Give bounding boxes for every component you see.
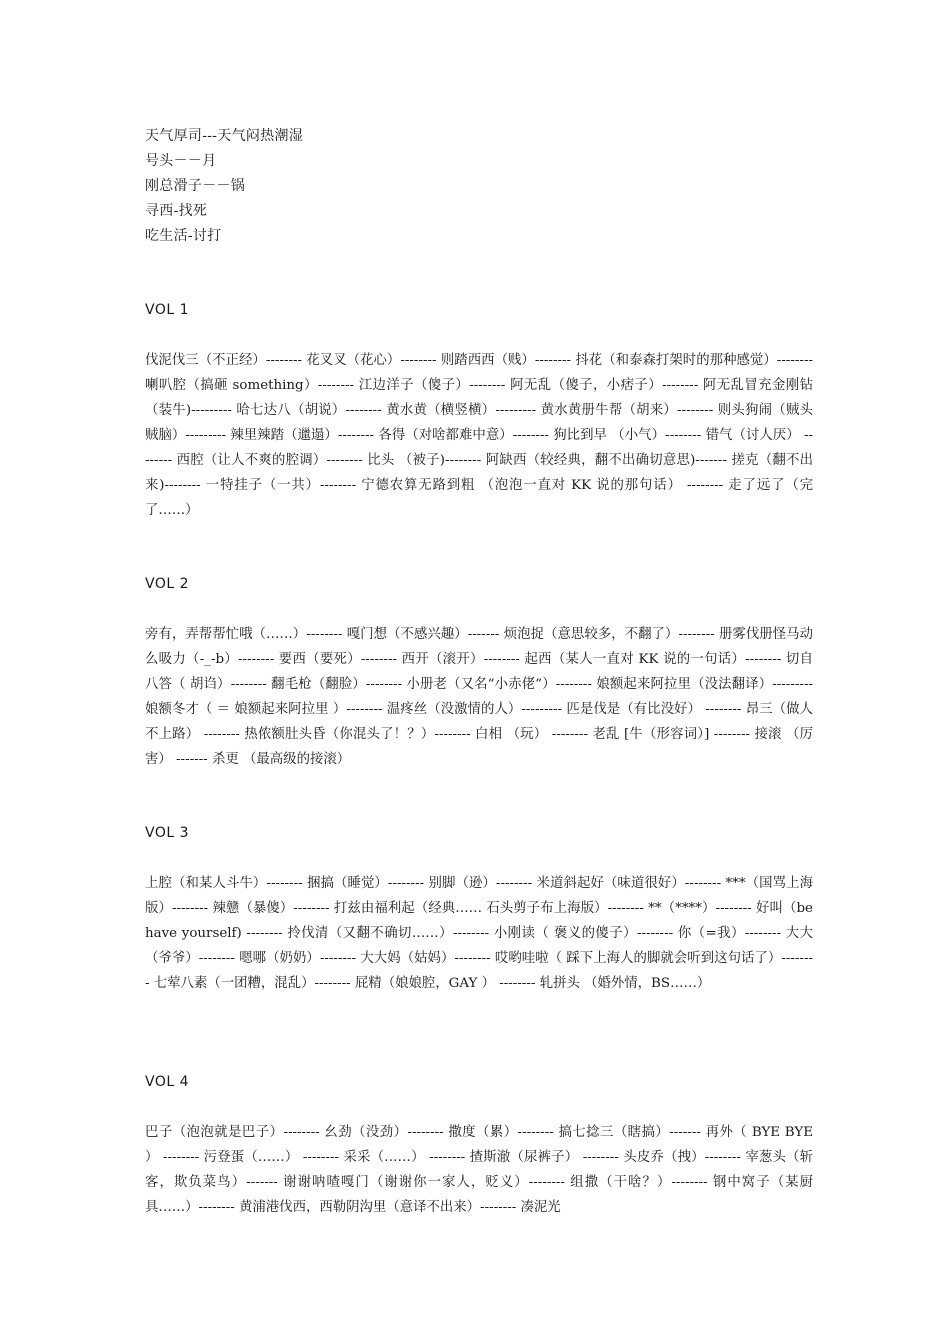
intro-line: 天气厚司---天气闷热潮湿 [145, 128, 304, 144]
intro-line: 刚总滑子－－锅 [145, 178, 246, 194]
vol-2-heading: VOL 2 [145, 576, 190, 592]
intro-line: 寻西-找死 [145, 203, 208, 219]
vol-3-paragraph: 上腔（和某人斗牛）-------- 捆搞（睡觉）-------- 别脚（逊）-------- 米道斜起好（味道很好）-------- ***（国骂上海版）-------- 辣戆（暴傻）-------- 打兹由福利起（经典…… 石头剪子布上海版）-------- **（****）-------- 好叫（behave yourself) -------- 拎伐清（又翻不确切……）-------- 小刚读（ 褒义的傻子）-------- 你（=我）-------- 大大（爷爷）-------- 嗯哪（奶奶）-------- 大大妈（姑妈）-------- 哎哟哇啦（ 踩下上海人的脚就会听到这句话了）-------- 七荤八素（一团糟，混乱）-------- 屁精（娘娘腔，GAY ） -------- 轧拼头 （婚外情，BS……） [145, 876, 813, 991]
vol-1-paragraph: 伐泥伐三（不正经）-------- 花叉叉（花心）-------- 则踏西西（贱）-------- 抖花（和泰森打架时的那种感觉）-------- 喇叭腔（搞砸 something）-------- 江边洋子（傻子）-------- 阿无乱（傻子，小痞子）-------- 阿无乱冒充金刚钻（装牛)--------- 哈七达八（胡说）-------- 黄水黄（横竖横）--------- 黄水黄册牛帮（胡来）-------- 则头狗闹（贼头贼脑）--------- 辣里辣踏（邋遢）-------- 各得（对啥都难中意）-------- 狗比到早 （小气）-------- 错气（讨人厌） -------- 西腔（让人不爽的腔调）-------- 比头 （被子)-------- 阿缺西（较经典，翻不出确切意思)------- 搓克（翻不出来)-------- 一特挂子（一共）-------- 宁德农算无路到粗 （泡泡一直对 KK 说的那句话） -------- 走了远了（完了……） [145, 353, 813, 518]
vol-2-paragraph: 旁有，弄帮帮忙哦（……）-------- 嘎门想（不感兴趣）------- 烦泡捉（意思较多，不翻了）-------- 册雾伐册怪马动么吸力（-_-b）-------- 要西（要死）-------- 西开（滚开）-------- 起西（某人一直对 KK 说的一句话）-------- 切自八答（ 胡诌）-------- 翻毛枪（翻脸）-------- 小册老（又名“小赤佬”）-------- 娘额起来阿拉里（没法翻译）--------- 娘额冬才（ ＝ 娘额起来阿拉里 ）-------- 温疼丝（没激情的人）--------- 匹是伐是（有比没好） -------- 昂三（做人不上路） -------- 热侬额肚头昏（你混头了！？）-------- 白相 （玩） -------- 老乱 [牛（形容词）] -------- 接滚 （厉害） ------- 杀更 （最高级的接滚） [145, 627, 813, 767]
intro-block [145, 124, 813, 249]
intro-line: 吃生活-讨打 [145, 228, 222, 244]
vol-4-paragraph: 巴子（泡泡就是巴子）-------- 幺劲（没劲）-------- 撒度（累）-------- 搞七捻三（瞎搞）------- 再外（ BYE BYE ） -------- 污登蛋（……） -------- 采采（……） -------- 揸斯澈（尿裤子） -------- 头皮乔（拽）-------- 宰葱头（斩客，欺负菜鸟）------- 谢谢呐喳嘎门（谢谢你一家人，贬义）-------- 组撒（干啥？）-------- 钢中窝子（某厨具……）-------- 黄浦港伐西，西勒阴沟里（意译不出来）-------- 凑泥光 [145, 1125, 813, 1215]
vol-3-heading: VOL 3 [145, 825, 190, 841]
vol-4-heading: VOL 4 [145, 1074, 190, 1090]
intro-line: 号头－－月 [145, 153, 217, 169]
vol-1-heading: VOL 1 [145, 302, 190, 318]
